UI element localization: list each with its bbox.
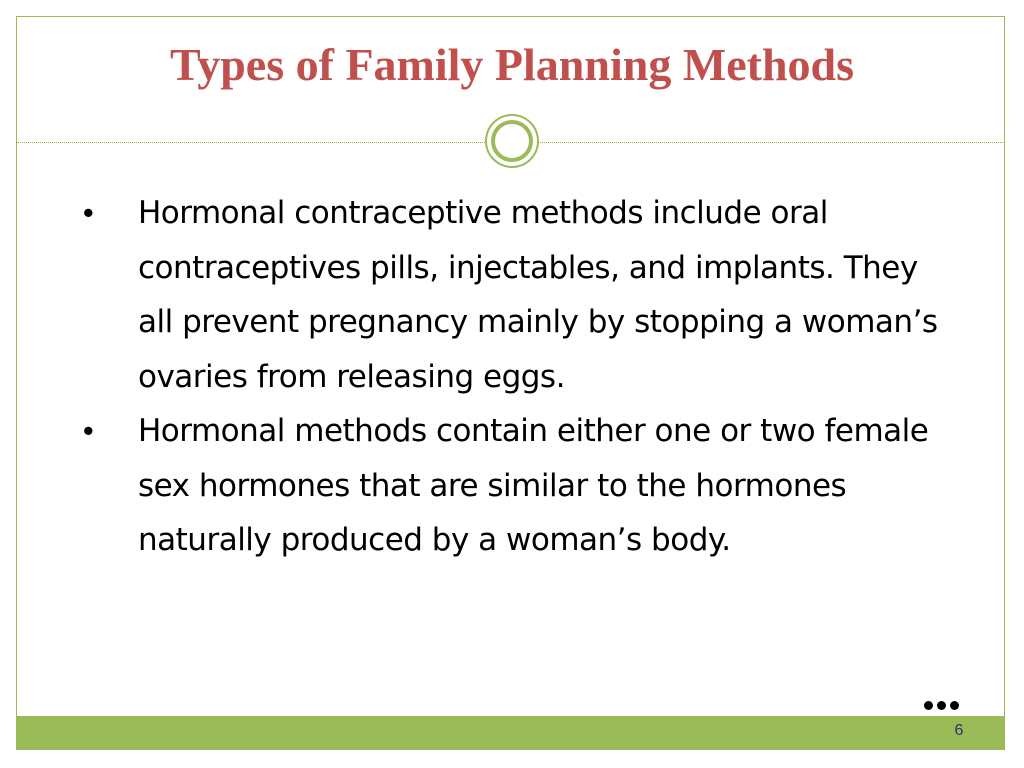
bullet-text: Hormonal methods contain either one or two female sex hormones that are similar to the hormones naturally produced by a woman’s body. [138, 413, 929, 558]
dot [937, 701, 946, 710]
ornament-inner-ring [491, 120, 533, 162]
dot [950, 701, 959, 710]
bullet-item [70, 404, 950, 568]
dot [924, 701, 933, 710]
bullet-marker: • [82, 195, 94, 230]
footer-bar [17, 716, 1005, 750]
bullet-text: Hormonal contraceptive methods include oral contraceptives pills, injectables, and implants. They all prevent pregnancy mainly by stopping a woman’s ovaries from releasing eggs. [138, 195, 938, 395]
bullet-item [70, 186, 950, 404]
bullet-marker: • [82, 413, 94, 448]
slide-body [70, 186, 950, 568]
slide-title: Types of Family Planning Methods [169, 39, 855, 90]
page-number: 6 [954, 722, 964, 739]
ellipsis-dots-icon [924, 697, 964, 713]
double-circle-ornament-icon [485, 114, 539, 168]
